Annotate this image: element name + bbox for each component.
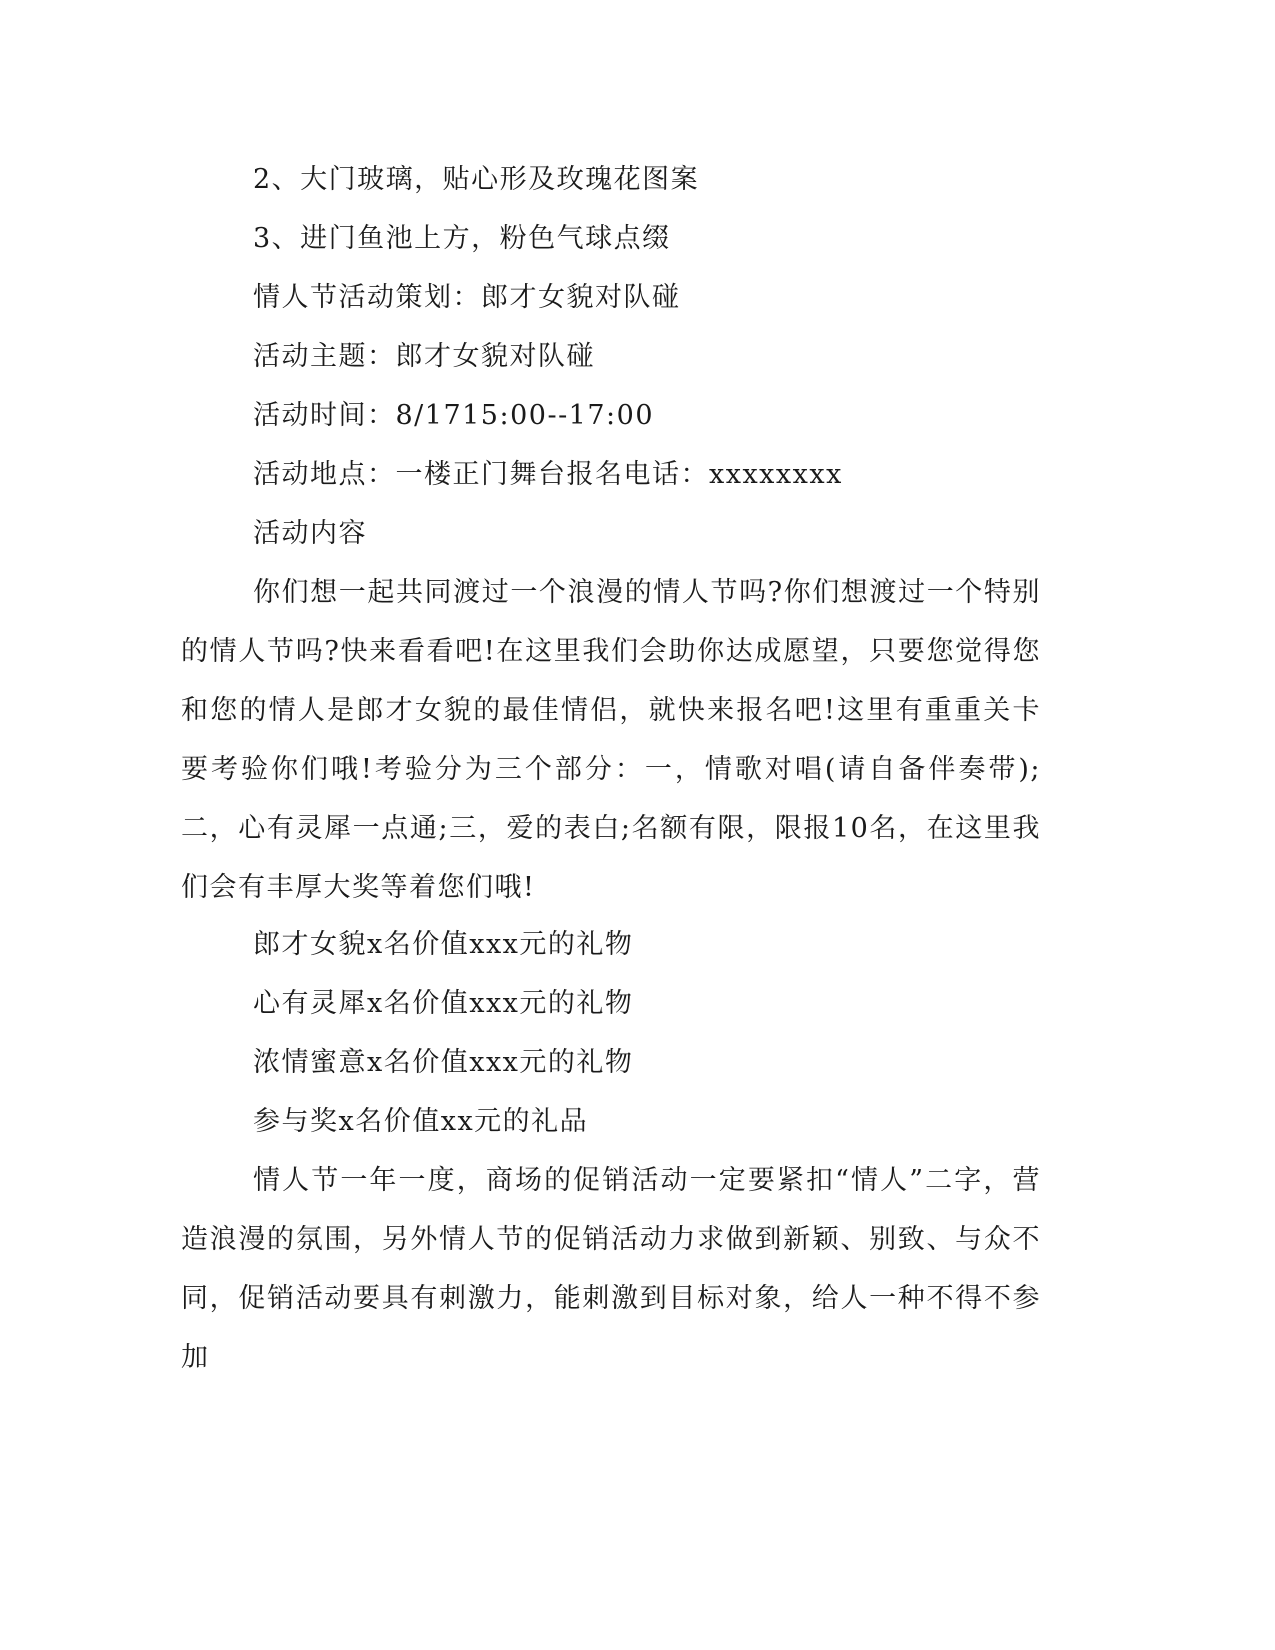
prize-item: 郎才女貌x名价值xxx元的礼物	[253, 929, 634, 960]
event-description-paragraph: 你们想一起共同渡过一个浪漫的情人节吗?你们想渡过一个特别的情人节吗?快来看看吧!在这里我们会助你达成愿望，只要您觉得您和您的情人是郎才女貌的最佳情侣，就快来报名吧!这里有重重关卡要考验你们哦!考验分为三个部分：一，情歌对唱(请自备伴奏带);二，心有灵犀一点通;三，爱的表白;名额有限，限报10名，在这里我们会有丰厚大奖等着您们哦!	[181, 577, 1041, 903]
prize-item: 浓情蜜意x名价值xxx元的礼物	[253, 1047, 634, 1078]
prize-item: 参与奖x名价值xx元的礼品	[253, 1106, 589, 1137]
event-time: 活动时间：8/1715:00--17:00	[253, 400, 654, 431]
event-content-heading: 活动内容	[253, 518, 367, 549]
event-theme: 活动主题：郎才女貌对队碰	[253, 341, 595, 372]
list-item-fish-pond: 3、进门鱼池上方，粉色气球点缀	[253, 223, 671, 254]
prize-item: 心有灵犀x名价值xxx元的礼物	[253, 988, 634, 1019]
event-location: 活动地点：一楼正门舞台报名电话：xxxxxxxx	[253, 459, 843, 490]
promotion-paragraph: 情人节一年一度，商场的促销活动一定要紧扣“情人”二字，营造浪漫的氛围，另外情人节的促销活动力求做到新颖、别致、与众不同，促销活动要具有刺激力，能刺激到目标对象，给人一种不得不参加	[181, 1165, 1041, 1373]
section-heading-event-plan: 情人节活动策划：郎才女貌对队碰	[253, 282, 681, 313]
list-item-door-glass: 2、大门玻璃，贴心形及玫瑰花图案	[253, 164, 700, 195]
